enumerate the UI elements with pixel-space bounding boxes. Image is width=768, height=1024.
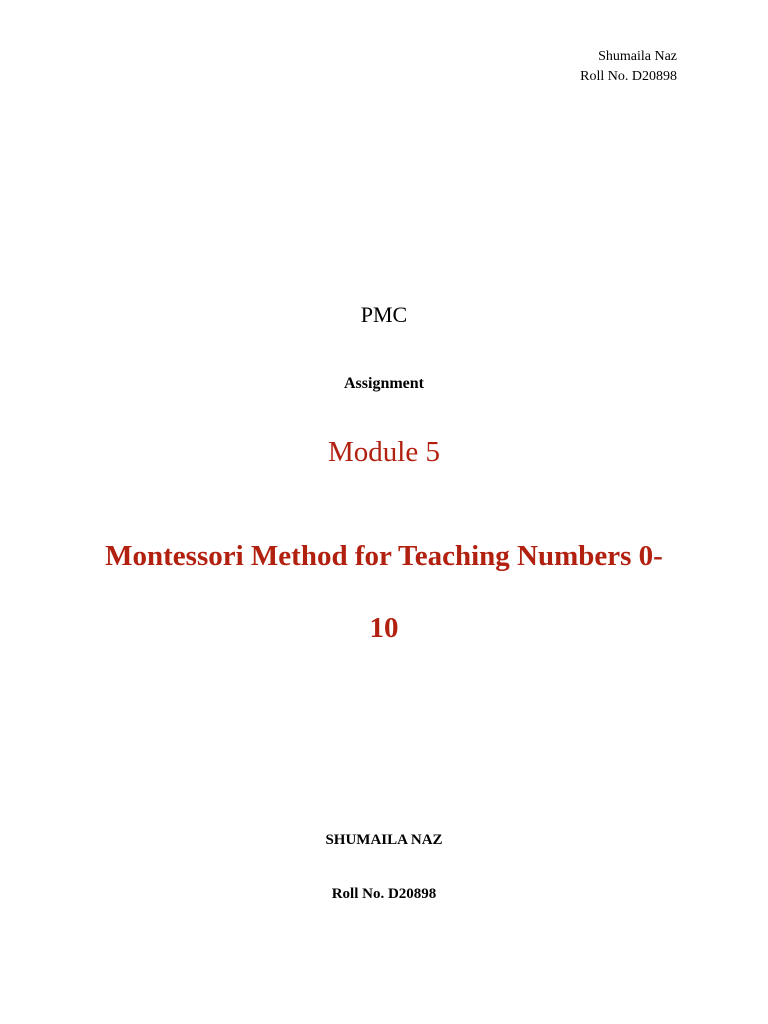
header-author-name: Shumaila Naz xyxy=(598,49,677,64)
author-name: SHUMAILA NAZ xyxy=(325,832,443,848)
document-title-line-1: Montessori Method for Teaching Numbers 0- xyxy=(105,540,663,572)
module-heading: Module 5 xyxy=(328,436,440,468)
roll-number: Roll No. D20898 xyxy=(331,886,437,902)
document-type: Assignment xyxy=(343,375,424,392)
document-title xyxy=(74,520,694,664)
document-title-line-2: 10 xyxy=(369,612,399,644)
page-header xyxy=(580,47,677,87)
header-roll-number: Roll No. D20898 xyxy=(580,69,677,84)
organization-name: PMC xyxy=(360,302,408,327)
